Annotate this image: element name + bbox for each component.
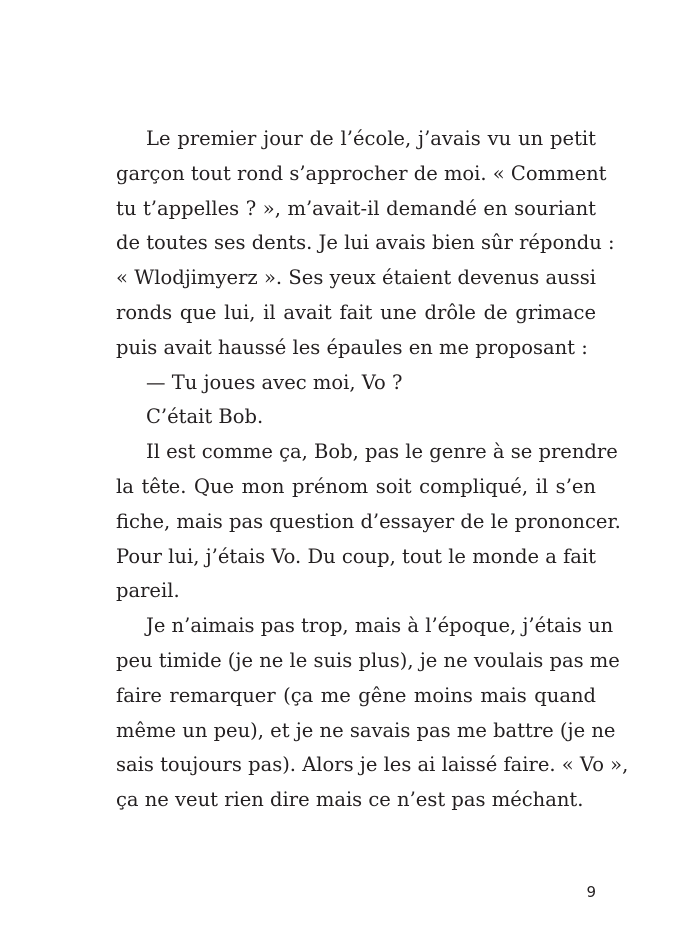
text-line: garçon tout rond s’approcher de moi. « Comment	[116, 161, 607, 185]
text-line: même un peu), et je ne savais pas me battre (je ne	[116, 718, 616, 742]
text-line: Le premier jour de l’école, j’avais vu un petit	[146, 127, 596, 150]
text-line: Pour lui, j’étais Vo. Du coup, tout le monde a fait	[116, 544, 596, 568]
page-number: 9	[586, 883, 596, 901]
text-line: pareil.	[116, 579, 180, 603]
text-line: faire remarquer (ça me gêne moins mais quand	[116, 683, 596, 707]
dialogue-line: — Tu joues avec moi, Vo ?	[146, 370, 403, 394]
text-line: puis avait haussé les épaules en me proposant :	[116, 335, 588, 359]
text-line: peu timide (je ne le suis plus), je ne voulais pas me	[116, 648, 620, 672]
text-line: Je n’aimais pas trop, mais à l’époque, j’étais un	[146, 614, 614, 638]
text-line: C’était Bob.	[146, 405, 264, 429]
text-line: de toutes ses dents. Je lui avais bien sûr répondu :	[116, 231, 615, 255]
text-line: fiche, mais pas question d’essayer de le prononcer.	[116, 509, 621, 533]
text-line: tu t’appelles ? », m’avait-il demandé en souriant	[116, 196, 596, 220]
text-line: la tête. Que mon prénom soit compliqué, il s’en	[116, 474, 596, 498]
body-text	[116, 122, 629, 818]
text-line: « Wlodjimyerz ». Ses yeux étaient devenus aussi	[116, 266, 596, 290]
text-line: sais toujours pas). Alors je les ai laissé faire. « Vo »,	[116, 753, 629, 777]
text-line: ronds que lui, il avait fait une drôle de grimace	[116, 300, 596, 324]
text-line: Il est comme ça, Bob, pas le genre à se prendre	[146, 440, 618, 464]
text-line: ça ne veut rien dire mais ce n’est pas méchant.	[116, 788, 584, 812]
